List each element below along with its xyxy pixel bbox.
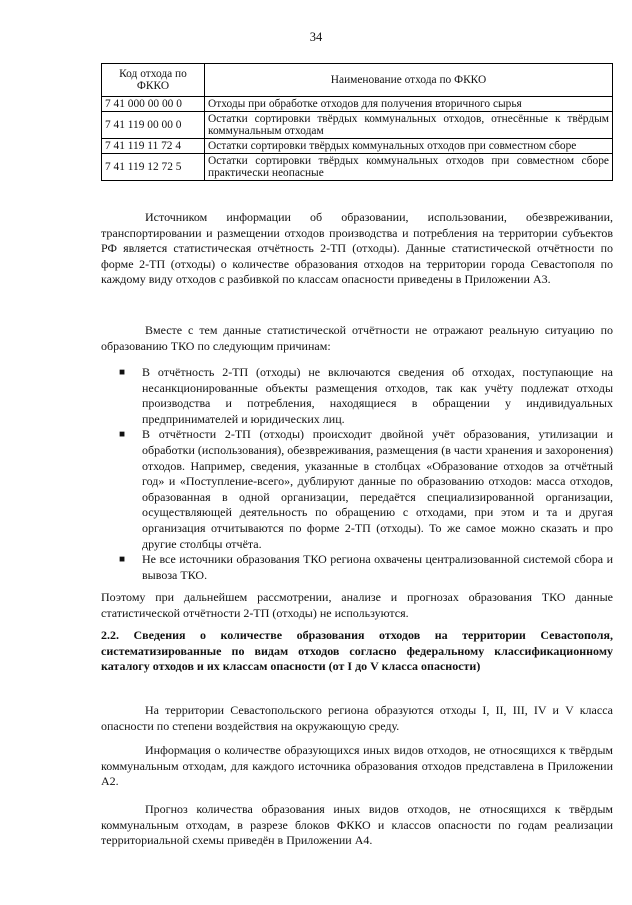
- list-item-text: В отчётности 2-ТП (отходы) происходит двойной учёт образования, утилизации и обработки (использования), обезвреживания, размещения (в части хранения и захоронения) отходов. Например, сведения, указанные в столбцах «Образование отходов за отчётный год» и «Поступление-всего», дублируют данные по образованию отходов: масса отходов, образованная в одной организации, передаётся специализированной организации, осуществляющей деятельность по обращению с отходами, при этом и та и другая организация отчитываются по форме 2-ТП (отходы). То же самое можно сказать и про другие столбцы отчёта.: [142, 427, 613, 551]
- page-number: 34: [309, 30, 323, 44]
- bullet-marker-icon: ■: [119, 429, 126, 441]
- waste-name-cell: Остатки сортировки твёрдых коммунальных отходов при совместном сборе: [205, 139, 613, 154]
- paragraph-hazard-classes: На территории Севастопольского региона образуются отходы I, II, III, IV и V класса опасности по степени воздействия на окружающую среду.: [101, 703, 613, 733]
- paragraph-statistics-source: Источником информации об образовании, использовании, обезвреживании, транспортировании и размещении отходов производства и потребления на территории субъектов РФ является статистическая отчётность 2-ТП (отходы). Данные статистической отчётности по форме 2-ТП (отходы) о количестве образования отходов на территории города Севастополя по каждому виду отходов с разбивкой по классам опасности приведены в Приложении А3.: [101, 210, 613, 287]
- waste-code-table: [101, 63, 613, 181]
- table-header-row: [102, 64, 613, 97]
- waste-name-cell: Отходы при обработке отходов для получения вторичного сырья: [205, 97, 613, 112]
- table-row: [102, 139, 613, 154]
- list-item: [109, 427, 613, 552]
- column-header-code: Код отхода по ФККО: [102, 64, 205, 97]
- bullet-marker-icon: ■: [119, 367, 126, 378]
- list-item: [109, 365, 613, 427]
- waste-code-cell: 7 41 119 12 72 5: [102, 154, 205, 181]
- section-heading: 2.2. Сведения о количестве образования отходов на территории Севастополя, систематизированные по видам отходов согласно федеральному классификационному каталогу отходов и их классам опасности (от I до V класса опасности): [101, 628, 613, 674]
- table-row: [102, 112, 613, 139]
- list-item-text: Не все источники образования ТКО региона охвачены централизованной системой сбора и вывоза ТКО.: [142, 552, 613, 582]
- table-row: [102, 154, 613, 181]
- column-header-name: Наименование отхода по ФККО: [205, 64, 613, 97]
- waste-code-cell: 7 41 119 11 72 4: [102, 139, 205, 154]
- paragraph-appendix-a2: Информация о количестве образующихся иных видов отходов, не относящихся к твёрдым коммунальным отходам, для каждого источника образования отходов представлена в Приложении А2.: [101, 743, 613, 789]
- reasons-list: [109, 365, 613, 583]
- paragraph-conclusion: Поэтому при дальнейшем рассмотрении, анализе и прогнозах образования ТКО данные статистической отчётности 2-ТП (отходы) не используются.: [101, 590, 613, 620]
- waste-name-cell: Остатки сортировки твёрдых коммунальных отходов при совместном сборе практически неопасные: [205, 154, 613, 181]
- waste-code-cell: 7 41 000 00 00 0: [102, 97, 205, 112]
- bullet-marker-icon: ■: [119, 554, 126, 566]
- paragraph-reporting-limitations: Вместе с тем данные статистической отчётности не отражают реальную ситуацию по образованию ТКО по следующим причинам:: [101, 323, 613, 353]
- list-item-text: В отчётность 2-ТП (отходы) не включаются сведения об отходах, поступающие на несанкционированные объекты размещения отходов, так как учёту подлежат отходы производства и потребления, находящиеся в обращении у индивидуальных предпринимателей и юридических лиц.: [142, 365, 613, 426]
- table-row: [102, 97, 613, 112]
- waste-name-cell: Остатки сортировки твёрдых коммунальных отходов, отнесённые к твёрдым коммунальным отходам: [205, 112, 613, 139]
- list-item: [109, 552, 613, 583]
- paragraph-appendix-a4: Прогноз количества образования иных видов отходов, не относящихся к твёрдым коммунальным отходам, в разрезе блоков ФККО и классов опасности по годам реализации территориальной схемы приведён в Приложении А4.: [101, 802, 613, 848]
- waste-code-cell: 7 41 119 00 00 0: [102, 112, 205, 139]
